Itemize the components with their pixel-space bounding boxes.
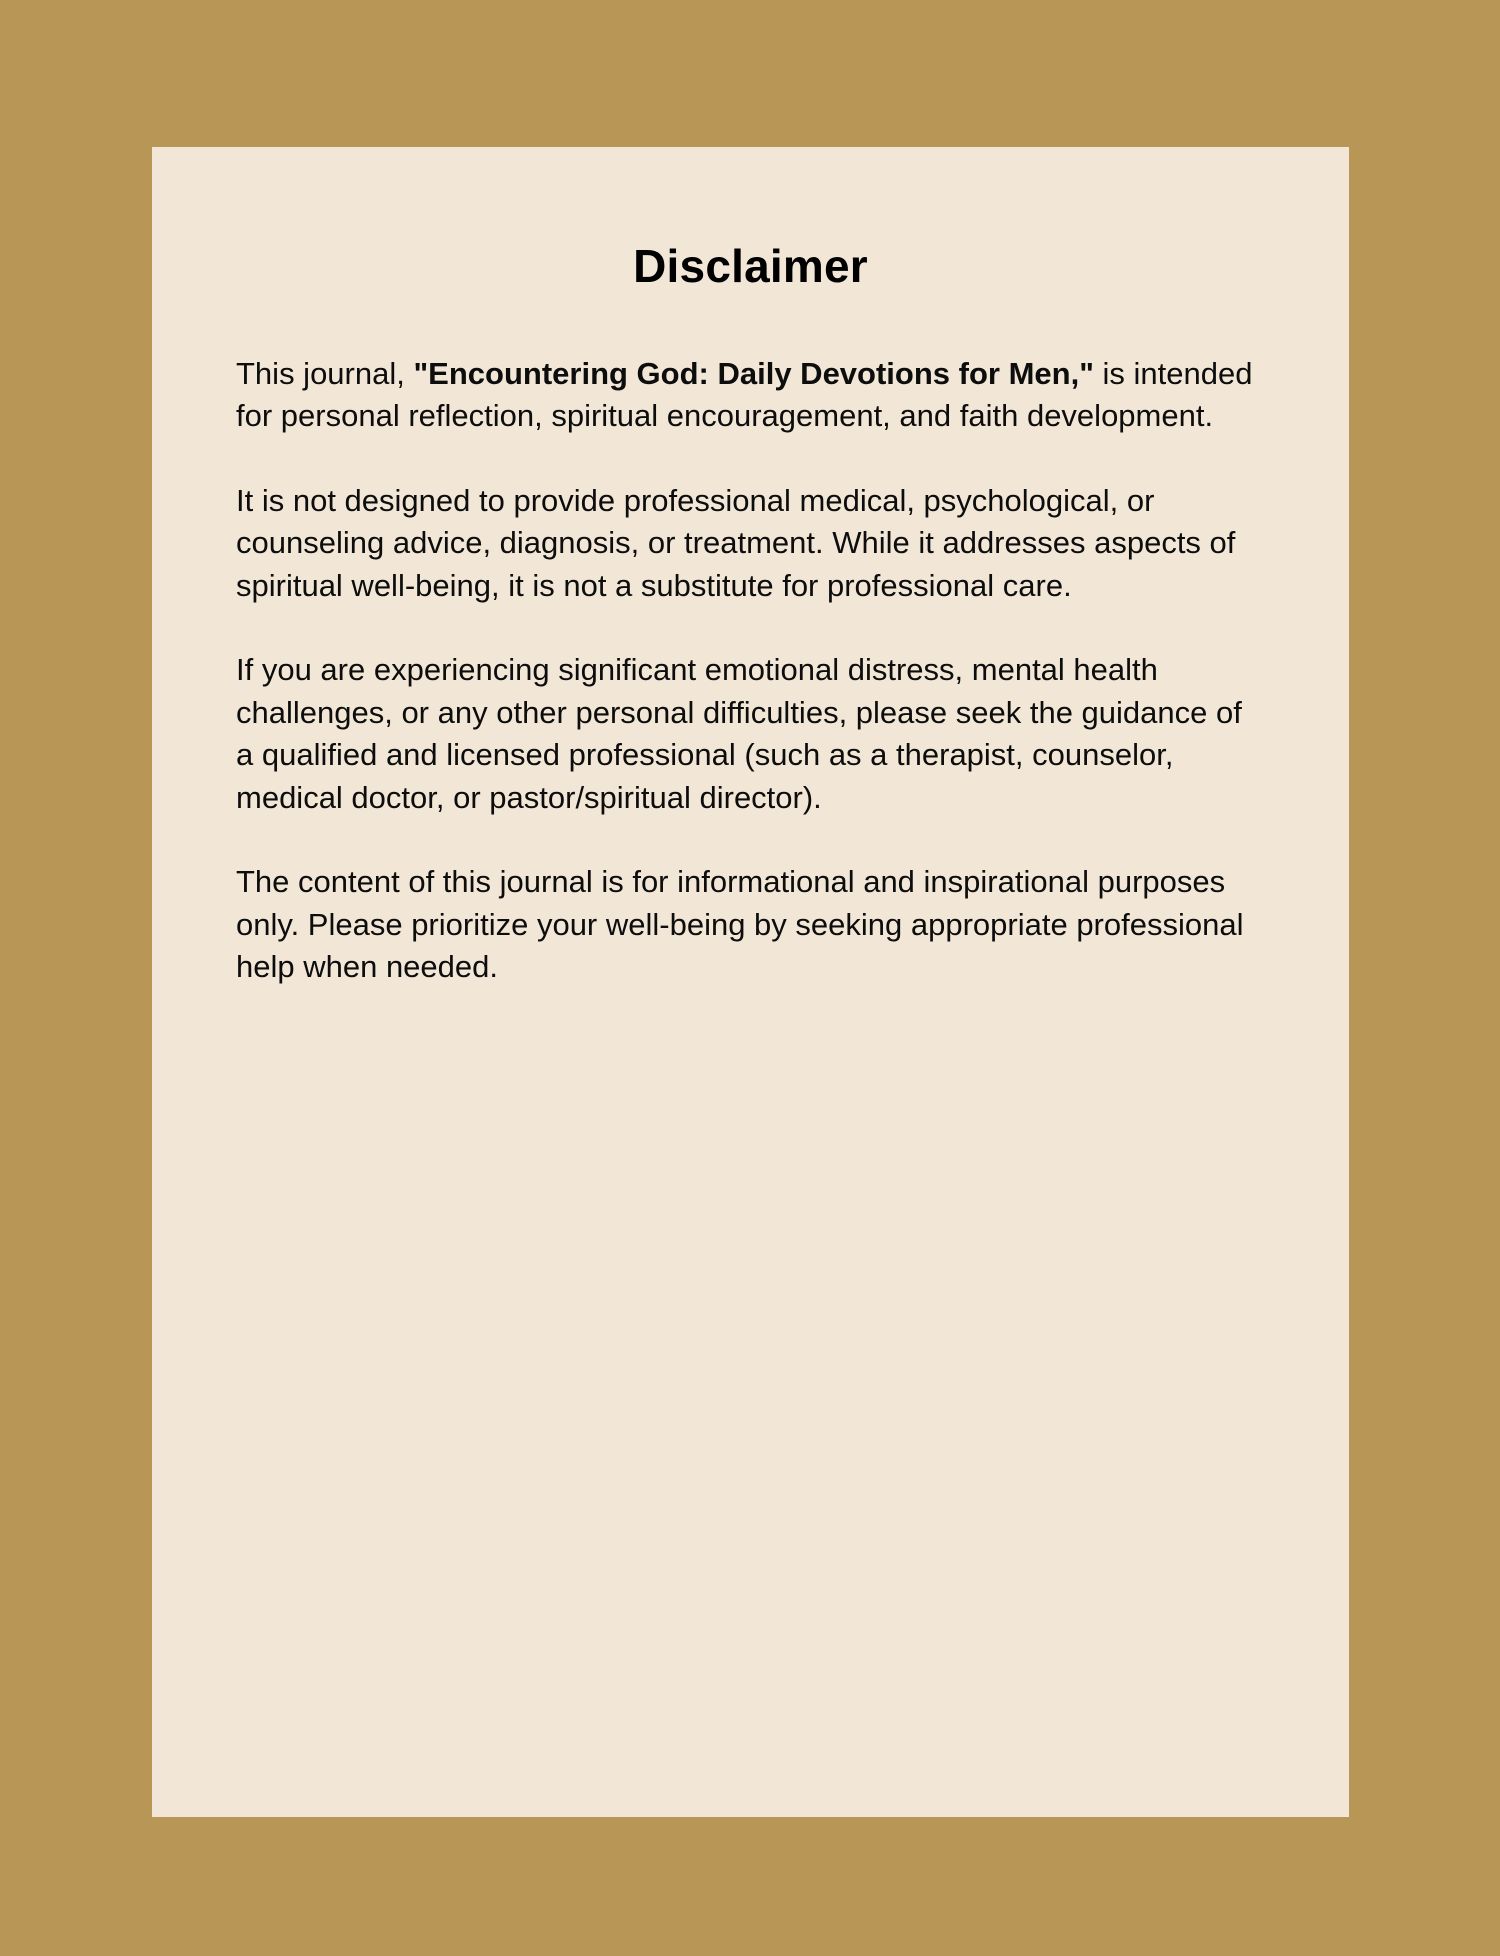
page-title: Disclaimer [633,240,868,292]
paragraph-not-professional-advice-text: It is not designed to provide professional medical, psychological, or counseling advice, diagnosis, or treatment. While it addresses aspects of spiritual well-being, it is not a substitute for professional care. [236,482,1236,603]
paragraph-not-professional-advice [236,480,1265,607]
journal-title-emphasis: "Encountering God: Daily Devotions for Men," [413,356,1094,391]
paragraph-informational-purposes-text: The content of this journal is for informational and inspirational purposes only. Please prioritize your well-being by seeking appropriate professional help when needed. [236,864,1244,985]
paragraph-intro-tail: is intended for personal reflection, spiritual encouragement, and faith development. [236,356,1253,434]
paragraph-seek-guidance-text: If you are experiencing significant emotional distress, mental health challenges, or any other personal difficulties, please seek the guidance of a qualified and licensed professional (such as a therapist, counselor, medical doctor, or pastor/spiritual director). [236,652,1242,815]
paragraph-intro [236,353,1265,438]
paragraph-informational-purposes [236,861,1265,988]
document-sheet [152,147,1349,1817]
document-body [236,353,1265,989]
paragraph-intro-lead: This journal, [236,356,414,391]
paragraph-seek-guidance [236,649,1265,819]
